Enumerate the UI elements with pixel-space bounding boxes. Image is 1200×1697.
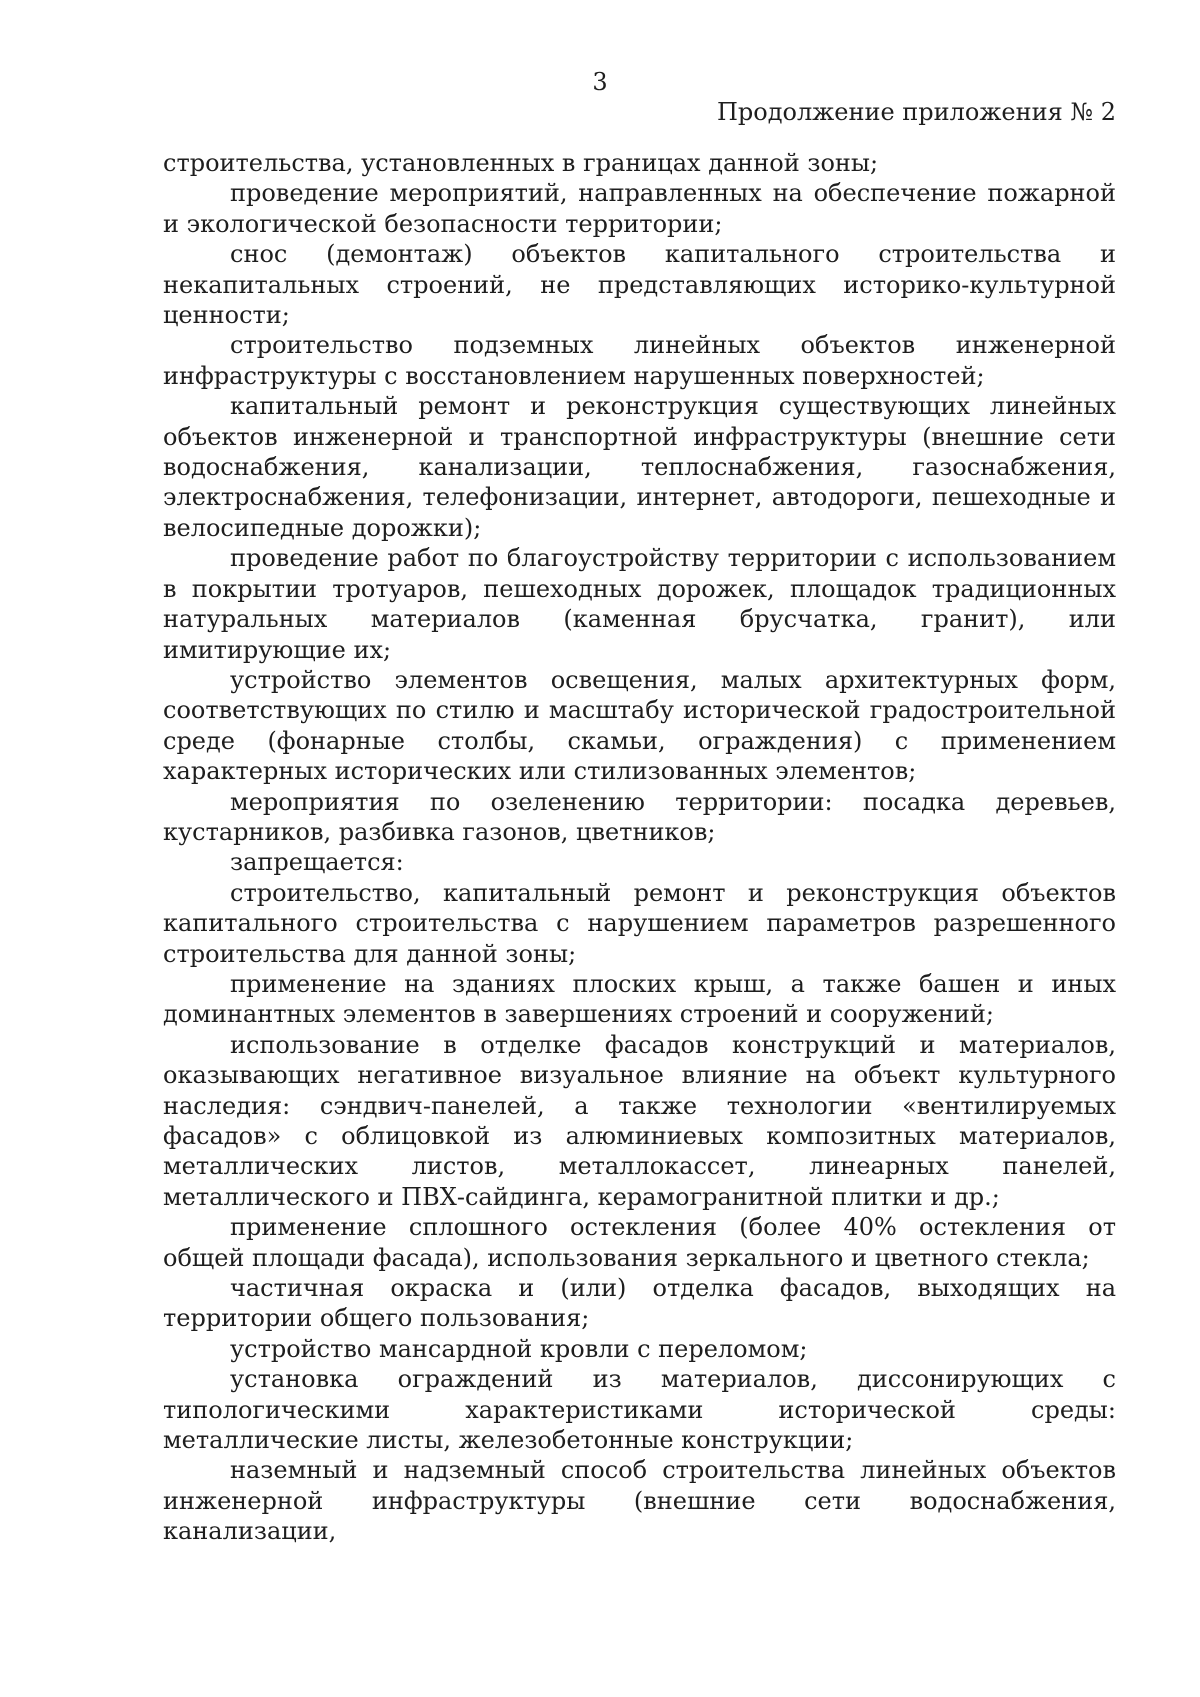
page-number: 3 xyxy=(592,68,608,96)
paragraph: снос (демонтаж) объектов капитального строительства и некапитальных строений, не представляющих историко-культурной ценности; xyxy=(163,240,1116,330)
paragraph: частичная окраска и (или) отделка фасадов, выходящих на территории общего пользования; xyxy=(163,1274,1116,1333)
paragraph: проведение мероприятий, направленных на обеспечение пожарной и экологической безопасности территории; xyxy=(163,179,1116,238)
paragraph: капитальный ремонт и реконструкция существующих линейных объектов инженерной и транспортной инфраструктуры (внешние сети водоснабжения, канализации, теплоснабжения, газоснабжения, электроснабжения, телефонизации, интернет, автодороги, пешеходные и велосипедные дорожки); xyxy=(163,392,1116,542)
paragraph: наземный и надземный способ строительства линейных объектов инженерной инфраструктуры (внешние сети водоснабжения, канализации, xyxy=(163,1456,1116,1546)
paragraph: применение на зданиях плоских крыш, а также башен и иных доминантных элементов в завершениях строений и сооружений; xyxy=(163,969,1116,1029)
paragraph: использование в отделке фасадов конструкций и материалов, оказывающих негативное визуальное влияние на объект культурного наследия: сэндвич-панелей, а также технологии «вентилируемых фасадов» с облицовкой из алюминиевых композитных материалов, металлических листов, металлокассет, линеарных панелей, металлического и ПВХ-сайдинга, керамогранитной плитки и др.; xyxy=(163,1030,1116,1211)
paragraph: строительство, капитальный ремонт и реконструкция объектов капитального строительства с нарушением параметров разрешенного строительства для данной зоны; xyxy=(163,878,1116,968)
appendix-continuation-label: Продолжение приложения № 2 xyxy=(716,98,1116,126)
paragraph: строительство подземных линейных объектов инженерной инфраструктуры с восстановлением нарушенных поверхностей; xyxy=(163,331,1116,390)
paragraph: устройство мансардной кровли с переломом; xyxy=(230,1334,808,1363)
document-body xyxy=(163,148,1116,1547)
paragraph: мероприятия по озеленению территории: посадка деревьев, кустарников, разбивка газонов, цветников; xyxy=(163,787,1116,846)
paragraph: строительства, установленных в границах данной зоны; xyxy=(163,149,879,177)
paragraph: установка ограждений из материалов, диссонирующих с типологическими характеристиками исторической среды: металлические листы, железобетонные конструкции; xyxy=(163,1365,1116,1455)
paragraph-heading-prohibited: запрещается: xyxy=(230,848,404,877)
paragraph: применение сплошного остекления (более 40% остекления от общей площади фасада), использования зеркального и цветного стекла; xyxy=(163,1213,1116,1272)
paragraph: проведение работ по благоустройству территории с использованием в покрытии тротуаров, пешеходных дорожек, площадок традиционных натуральных материалов (каменная брусчатка, гранит), или имитирующие их; xyxy=(163,544,1116,664)
paragraph: устройство элементов освещения, малых архитектурных форм, соответствующих по стилю и масштабу исторической градостроительной среде (фонарные столбы, скамьи, ограждения) с применением характерных исторических или стилизованных элементов; xyxy=(163,665,1116,786)
